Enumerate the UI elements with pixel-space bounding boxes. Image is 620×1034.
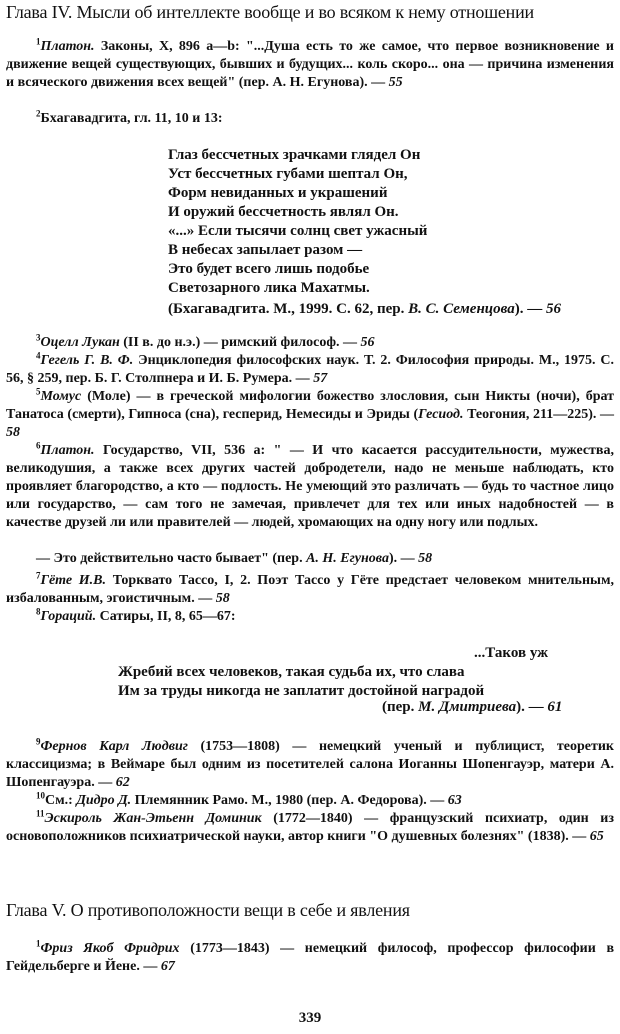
footnote-author: Момус	[40, 389, 82, 404]
footnote-number: 9	[36, 736, 41, 747]
footnote-3	[6, 334, 614, 352]
verse-line: Светозарного лика Махатмы.	[168, 280, 370, 296]
footnote-number: 4	[36, 350, 41, 361]
verse-source-2	[382, 698, 562, 717]
footnote-text: Сатиры, II, 8, 65—67:	[96, 609, 236, 624]
source-text: (пер.	[382, 699, 419, 715]
footnote-10	[6, 792, 614, 810]
verse-line: Глаз бессчетных зрачками глядел Он	[168, 147, 421, 163]
footnote-author: Платон.	[40, 39, 95, 54]
footnote-number: 3	[36, 332, 41, 343]
verse-quotation-2	[0, 644, 548, 701]
verse-line: «...» Если тысячи солнц свет ужасный	[168, 223, 428, 239]
verse-source-1	[168, 300, 561, 319]
footnote-author: Фернов Карл Людвиг	[40, 739, 188, 754]
footnote-1	[6, 38, 614, 92]
footnote-text: (1772—1840) — французский психиатр, один из основоположников психиатрической науки, автор книги "О душевных болезнях" (1838). —	[6, 811, 615, 844]
chapter-5-footnote-1	[6, 940, 614, 976]
footnote-text: (1773—1843) — немецкий философ, профессор философии в Гейдельберге и Йене. —	[6, 941, 614, 974]
footnote-page: 65	[589, 829, 604, 844]
source-author: Гесиод.	[418, 407, 464, 422]
footnote-9	[6, 738, 614, 792]
footnote-text: Торквато Тассо, I, 2. Поэт Тассо у Гёте предстает человеком мнительным, избалованным, эгоистичным. —	[6, 573, 614, 606]
footnote-11	[6, 810, 614, 846]
footnote-author: Платон.	[40, 443, 95, 458]
footnote-text: Бхагавадгита, гл. 11, 10 и 13:	[40, 111, 223, 126]
footnote-page: 56	[545, 301, 561, 317]
footnote-5	[6, 388, 614, 442]
footnote-text: (1753—1808) — немецкий ученый и публицист, теоретик классицизма; в Веймаре был одним из посетителей салона Иоганны Шопенгауэр, матери А. Шопенгауэра. —	[6, 739, 614, 790]
source-text: ). —	[516, 699, 548, 715]
footnote-number: 1	[36, 938, 41, 949]
verse-line: Уст бессчетных губами шептал Он,	[168, 166, 408, 182]
chapter-5-heading: Глава V. О противоположности вещи в себе и явления	[6, 900, 410, 920]
footnote-text: Энциклопедия философских наук. Т. 2. Философия природы. М., 1975. С. 56, § 259, пер. Б. Г. Столпнера и И. Б. Румера. —	[6, 353, 614, 386]
footnote-text: См.:	[45, 793, 77, 808]
footnote-number: 6	[36, 440, 41, 451]
footnote-8	[6, 608, 614, 626]
footnote-page: 56	[360, 335, 375, 350]
verse-line: Форм невиданных и украшений	[168, 185, 388, 201]
translator-name: В. С. Семенцова	[408, 301, 515, 317]
footnote-author: Гёте И.В.	[40, 573, 107, 588]
footnote-page: 55	[388, 75, 403, 90]
footnote-page: 58	[418, 551, 433, 566]
footnote-author: Оцелл Лукан	[40, 335, 120, 350]
footnote-number: 2	[36, 108, 41, 119]
footnote-text: Племянник Рамо. М., 1980 (пер. А. Федорова). —	[131, 793, 448, 808]
footnote-page: 62	[115, 775, 130, 790]
footnote-4	[6, 352, 614, 388]
footnote-author: Фриз Якоб Фридрих	[40, 941, 180, 956]
footnote-text: (II в. до н.э.) — римский философ. —	[119, 335, 361, 350]
footnote-page: 57	[313, 371, 328, 386]
verse-line: ...Таков уж	[474, 645, 548, 661]
translator-name: М. Дмитриева	[418, 699, 517, 715]
footnote-text: ). —	[388, 551, 419, 566]
verse-line: Это будет всего лишь подобье	[168, 261, 370, 277]
footnote-page: 58	[215, 591, 230, 606]
page-number: 339	[298, 1010, 322, 1026]
footnote-page: 61	[547, 699, 563, 715]
verse-line: И оружий бессчетность являл Он.	[168, 204, 399, 220]
footnote-number: 1	[36, 36, 41, 47]
footnote-page: 58	[6, 425, 20, 440]
footnote-text: Государство, VII, 536 а: " — И что касается рассудительности, мужества, великодушия, а также всех других частей добродетели, надо не меньше наблюдать, кто проявляет благородство, а кто — подлость. Не умеющий это различать — будь то частное лицо или государство, — сам того не замечая, привлечет для тех или иных надобностей — в качестве друзей ли или правителей — людей, хромающих на одну ногу или подлых.	[6, 443, 614, 530]
footnote-author: Гегель Г. В. Ф.	[40, 353, 134, 368]
footnote-number: 11	[36, 808, 45, 819]
footnote-6-continuation	[36, 550, 614, 568]
verse-line: Жребий всех человеков, такая судьба их, что слава	[118, 664, 465, 680]
verse-quotation-1	[168, 146, 427, 298]
verse-line: В небесах запылает разом —	[168, 242, 363, 258]
verse-line: Им за труды никогда не заплатит достойной наградой	[118, 683, 485, 699]
footnote-text: Теогония, 211—225). —	[463, 407, 615, 422]
footnote-number: 5	[36, 386, 41, 397]
footnote-page: 67	[160, 959, 175, 974]
footnote-number: 7	[36, 570, 41, 581]
footnote-text: (Моле) — в греческой мифологии божество злословия, сын Никты (ночи), брат Танатоса (смерти), Гипноса (сна), гесперид, Немесиды и Эриды (	[6, 389, 614, 422]
source-text: (Бхагавадгита. М., 1999. С. 62, пер.	[168, 301, 409, 317]
footnote-text: Законы, X, 896 a—b: "...Душа есть то же самое, что первое возникновение и движение вещей существующих, бывших и будущих... коль скоро... она — причина изменения и всяческого движения всех вещей" (пер. А. Н. Егунова). —	[6, 39, 614, 90]
footnote-text: — Это действительно часто бывает" (пер.	[36, 551, 307, 566]
footnote-page: 63	[447, 793, 462, 808]
footnote-author: Эскироль Жан-Этьенн Доминик	[44, 811, 262, 826]
translator-name: А. Н. Егунова	[306, 551, 389, 566]
chapter-4-heading: Глава IV. Мысли об интеллекте вообще и во всяком к нему отношении	[6, 2, 534, 22]
footnote-author: Гораций.	[40, 609, 97, 624]
footnote-2	[6, 110, 614, 128]
footnote-6	[6, 442, 614, 532]
footnote-number: 10	[36, 790, 45, 801]
footnote-number: 8	[36, 606, 41, 617]
source-text: ). —	[514, 301, 546, 317]
footnote-7	[6, 572, 614, 608]
footnote-author: Дидро Д.	[76, 793, 132, 808]
